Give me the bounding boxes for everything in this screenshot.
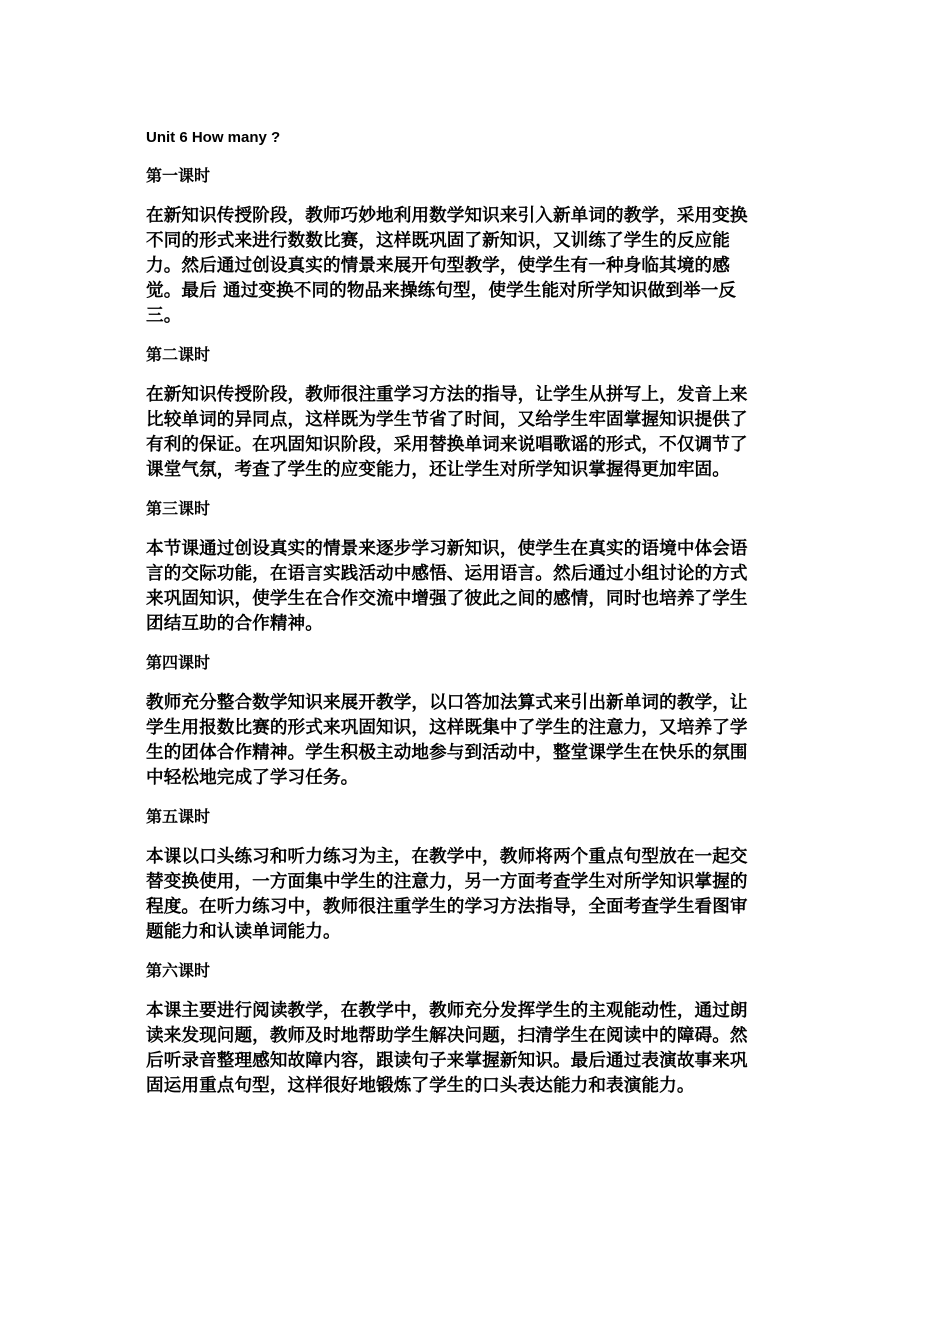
paragraph-line: 力。然后通过创设真实的情景来展开句型教学，使学生有一种身临其境的感 [146,255,730,276]
paragraph-line: 替变换使用，一方面集中学生的注意力，另一方面考查学生对所学知识掌握的 [146,871,748,892]
paragraph-line: 题能力和认读单词能力。 [146,921,341,942]
lesson-heading: 第三课时 [146,499,211,518]
paragraph-line: 在新知识传授阶段，教师巧妙地利用数学知识来引入新单词的教学，采用变换 [146,205,748,226]
lesson-section [146,961,806,1098]
lesson-paragraph [146,998,806,1098]
lesson-heading: 第四课时 [146,653,211,672]
paragraph-line: 在新知识传授阶段，教师很注重学习方法的指导，让学生从拼写上，发音上来 [146,384,748,405]
paragraph-line: 本课主要进行阅读教学，在教学中，教师充分发挥学生的主观能动性，通过朗 [146,1000,748,1021]
lesson-section [146,499,806,636]
paragraph-line: 不同的形式来进行数数比赛，这样既巩固了新知识，又训练了学生的反应能 [146,230,730,251]
paragraph-line: 后听录音整理感知故障内容，跟读句子来掌握新知识。最后通过表演故事来巩 [146,1050,748,1071]
lesson-section [146,807,806,944]
paragraph-line: 读来发现问题，教师及时地帮助学生解决问题，扫清学生在阅读中的障碍。然 [146,1025,748,1046]
lesson-paragraph [146,382,806,482]
lesson-heading: 第五课时 [146,807,211,826]
paragraph-line: 教师充分整合数学知识来展开教学，以口答加法算式来引出新单词的教学，让 [146,692,748,713]
lesson-paragraph [146,203,806,328]
paragraph-line: 本节课通过创设真实的情景来逐步学习新知识，使学生在真实的语境中体会语 [146,538,748,559]
paragraph-line: 三。 [146,305,182,326]
lesson-section [146,653,806,790]
paragraph-line: 生的团体合作精神。学生积极主动地参与到活动中，整堂课学生在快乐的氛围 [146,742,748,763]
paragraph-line: 来巩固知识，使学生在合作交流中增强了彼此之间的感情，同时也培养了学生 [146,588,748,609]
paragraph-line: 中轻松地完成了学习任务。 [146,767,359,788]
paragraph-line: 有利的保证。在巩固知识阶段，采用替换单词来说唱歌谣的形式，不仅调节了 [146,434,748,455]
document-page [146,128,806,1115]
lesson-paragraph [146,690,806,790]
lesson-section [146,345,806,482]
paragraph-line: 本课以口头练习和听力练习为主，在教学中，教师将两个重点句型放在一起交 [146,846,748,867]
paragraph-line: 课堂气氛，考查了学生的应变能力，还让学生对所学知识掌握得更加牢固。 [146,459,730,480]
document-title: Unit 6 How many ? [146,129,281,146]
lesson-paragraph [146,844,806,944]
lesson-heading: 第二课时 [146,345,211,364]
lesson-section [146,166,806,328]
lesson-heading: 第六课时 [146,961,211,980]
paragraph-line: 比较单词的异同点，这样既为学生节省了时间，又给学生牢固掌握知识提供了 [146,409,748,430]
paragraph-line: 团结互助的合作精神。 [146,613,323,634]
paragraph-line: 固运用重点句型，这样很好地锻炼了学生的口头表达能力和表演能力。 [146,1075,695,1096]
lesson-heading: 第一课时 [146,166,211,185]
paragraph-line: 学生用报数比赛的形式来巩固知识，这样既集中了学生的注意力，又培养了学 [146,717,748,738]
lesson-paragraph [146,536,806,636]
paragraph-line: 言的交际功能，在语言实践活动中感悟、运用语言。然后通过小组讨论的方式 [146,563,748,584]
paragraph-line: 程度。在听力练习中，教师很注重学生的学习方法指导，全面考查学生看图审 [146,896,748,917]
paragraph-line: 觉。最后 通过变换不同的物品来操练句型，使学生能对所学知识做到举一反 [146,280,737,301]
